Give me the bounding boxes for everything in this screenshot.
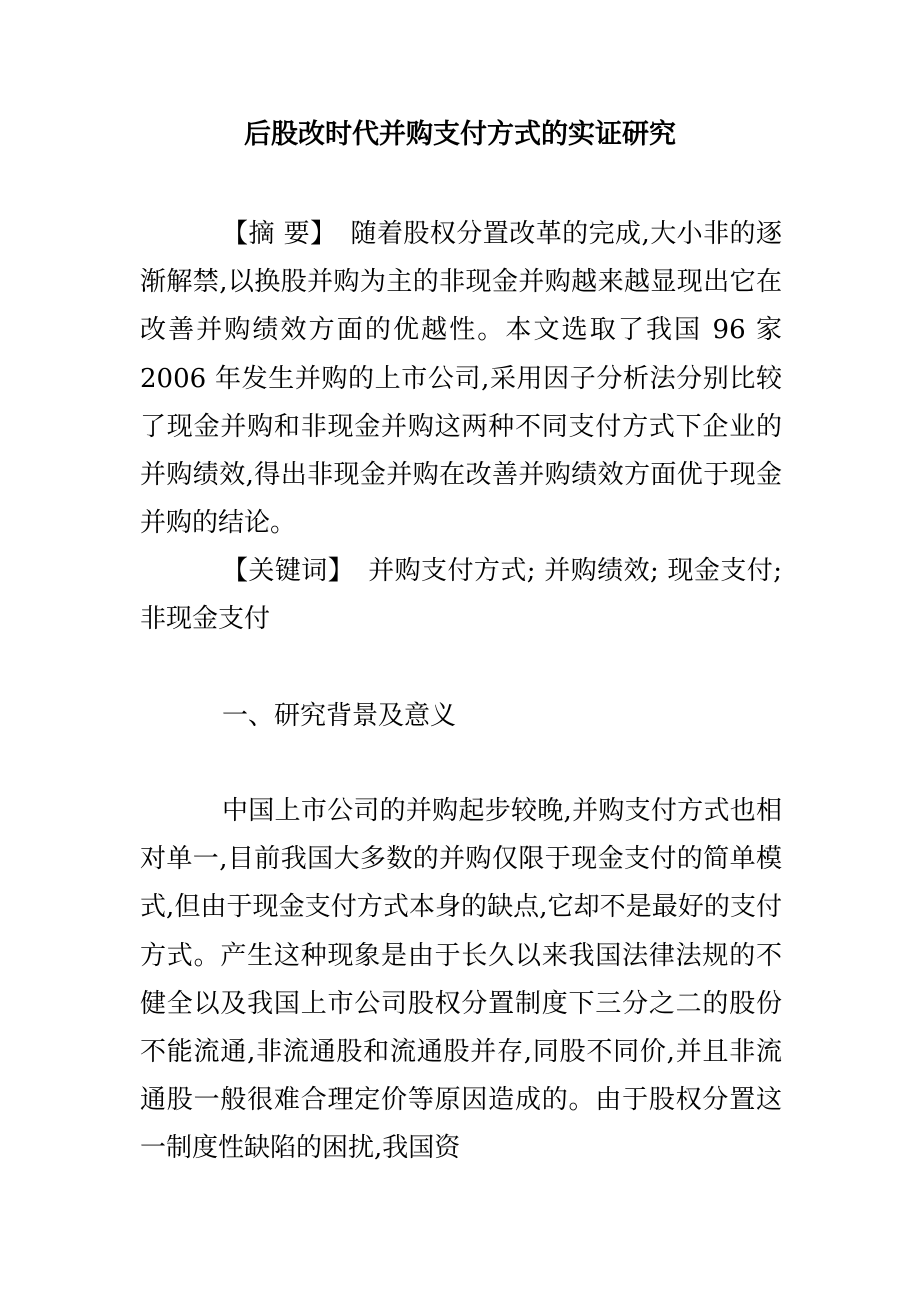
body-paragraph: 中国上市公司的并购起步较晚,并购支付方式也相对单一,目前我国大多数的并购仅限于现金支付的简单模式,但由于现金支付方式本身的缺点,它却不是最好的支付方式。产生这种现象是由于长久以来我国法律法规的不健全以及我国上市公司股权分置制度下三分之二的股份不能流通,非流通股和流通股并存,同股不同价,并且非流通股一般很难合理定价等原因造成的。由于股权分置这一制度性缺陷的困扰,我国资 xyxy=(140,796,782,1164)
abstract-paragraph xyxy=(140,210,782,547)
keywords-text: 并购支付方式; 并购绩效; 现金支付; 非现金支付 xyxy=(140,556,782,635)
section-heading: 一、研究背景及意义 xyxy=(222,701,457,731)
abstract-text: 随着股权分置改革的完成,大小非的逐渐解禁,以换股并购为主的非现金并购越来越显现出它在改善并购绩效方面的优越性。本文选取了我国 96 家 2006 年发生并购的上市公司,采用因子分析法分别比较了现金并购和非现金并购这两种不同支付方式下企业的并购绩效,得出非现金并购在改善并购绩效方面优于现金并购的结论。 xyxy=(140,219,783,539)
keywords-label: 【关键词】 xyxy=(222,556,355,586)
abstract-label: 【摘 要】 xyxy=(222,219,337,249)
document-title: 后股改时代并购支付方式的实证研究 xyxy=(244,119,676,150)
keywords-paragraph xyxy=(140,547,782,643)
